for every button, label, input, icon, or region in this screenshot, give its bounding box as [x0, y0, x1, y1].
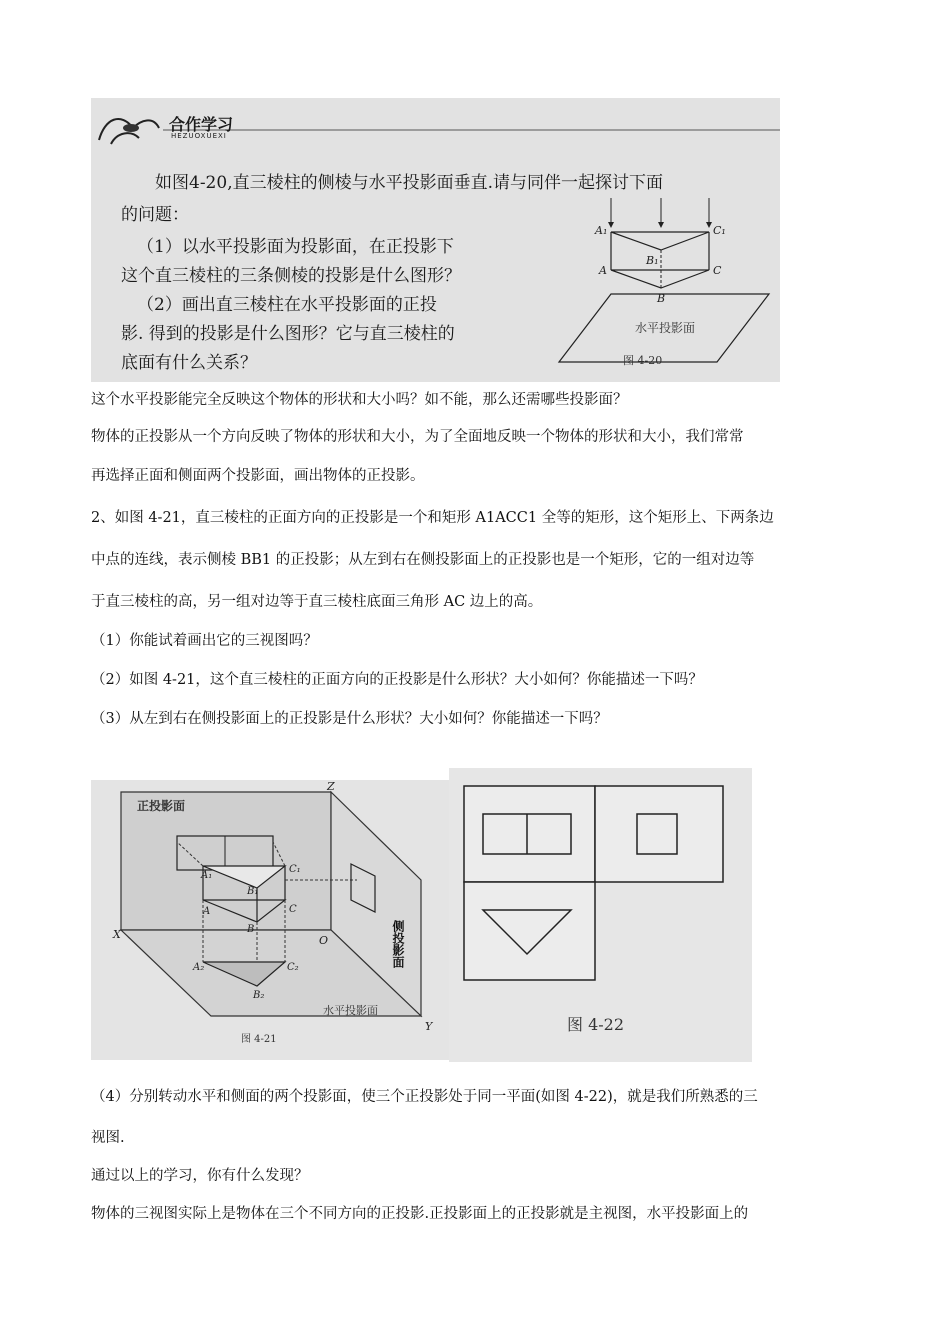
- label-A2: A₂: [193, 962, 205, 973]
- axis-y-label: Y: [425, 1020, 433, 1033]
- label-C: C: [289, 904, 297, 915]
- label-B1: B₁: [646, 254, 659, 267]
- paragraph-1: 这个水平投影能完全反映这个物体的形状和大小吗？如不能，那么还需哪些投影面？: [91, 392, 628, 408]
- figure-4-21: [91, 780, 449, 1060]
- question-4-line-2: 视图.: [91, 1130, 125, 1146]
- paragraph-3-line-1: 2、如图 4-21，直三棱柱的正面方向的正投影是一个和矩形 A1ACC1 全等的矩形，这个矩形上、下两条边: [91, 510, 774, 526]
- label-C1: C₁: [289, 864, 301, 875]
- figure-4-22: [449, 768, 752, 1062]
- scan-image-cooperative-learning: [91, 98, 780, 382]
- figure-4-21-caption: 图 4-21: [241, 1034, 277, 1045]
- paragraph-5: 通过以上的学习，你有什么发现？: [91, 1168, 309, 1184]
- question-1: （1）你能试着画出它的三视图吗？: [91, 633, 318, 649]
- label-B1: B₁: [247, 886, 259, 897]
- paragraph-3-line-2: 中点的连线，表示侧棱 BB1 的正投影；从左到右在侧投影面上的正投影也是一个矩形，它的一组对边等: [91, 552, 755, 568]
- question-2-line-1: （2）画出直三棱柱在水平投影面的正投: [137, 295, 437, 315]
- label-C: C: [713, 264, 722, 277]
- paragraph-3-line-3: 于直三棱柱的高，另一组对边等于直三棱柱底面三角形 AC 边上的高。: [91, 594, 543, 610]
- section-heading-pinyin: HEZUOXUEXI: [171, 132, 227, 140]
- intro-line-2: 的问题：: [121, 205, 189, 225]
- label-A: A: [599, 264, 607, 277]
- label-A1: A₁: [595, 224, 608, 237]
- figure-4-20: [519, 192, 779, 382]
- figure-4-20-caption: 图 4-20: [623, 354, 663, 367]
- question-1-line-1: （1）以水平投影面为投影面，在正投影下: [137, 237, 454, 257]
- axis-x-label: X: [113, 928, 121, 941]
- horizontal-plane-label: 水平投影面: [323, 1004, 378, 1017]
- question-2-line-3: 底面有什么关系？: [121, 353, 257, 373]
- label-B: B: [657, 292, 666, 305]
- section-heading: 合作学习: [169, 115, 234, 134]
- question-4-line-1: （4）分别转动水平和侧面的两个投影面，使三个正投影处于同一平面(如图 4-22)，就是我们所熟悉的三: [91, 1089, 758, 1105]
- horizontal-plane-label: 水平投影面: [635, 321, 696, 335]
- figure-4-22-caption: 图 4-22: [567, 1015, 625, 1034]
- front-plane-label: 正投影面: [137, 799, 186, 813]
- label-B: B: [247, 924, 255, 935]
- question-1-line-2: 这个直三棱柱的三条侧棱的投影是什么图形？: [121, 266, 461, 286]
- question-2-line-2: 影. 得到的投影是什么图形？它与直三棱柱的: [121, 324, 455, 344]
- intro-line-1: 如图4-20,直三棱柱的侧棱与水平投影面垂直.请与同伴一起探讨下面: [155, 173, 663, 193]
- origin-label: O: [319, 934, 329, 947]
- label-C1: C₁: [713, 224, 726, 237]
- question-2: （2）如图 4-21，这个直三棱柱的正面方向的正投影是什么形状？大小如何？你能描述一下吗？: [91, 672, 703, 688]
- paragraph-6: 物体的三视图实际上是物体在三个不同方向的正投影.正投影面上的正投影就是主视图，水平投影面上的: [91, 1206, 749, 1222]
- axis-z-label: Z: [327, 780, 335, 793]
- label-B2: B₂: [253, 990, 265, 1001]
- paragraph-2-line-2: 再选择正面和侧面两个投影面，画出物体的正投影。: [91, 468, 425, 484]
- question-3: （3）从左到右在侧投影面上的正投影是什么形状？大小如何？你能描述一下吗？: [91, 711, 608, 727]
- label-C2: C₂: [287, 962, 299, 973]
- side-plane-label: 侧投影面: [391, 920, 405, 968]
- label-A: A: [203, 906, 211, 917]
- paragraph-2-line-1: 物体的正投影从一个方向反映了物体的形状和大小，为了全面地反映一个物体的形状和大小，我们常常: [91, 429, 744, 445]
- label-A1: A₁: [201, 870, 213, 881]
